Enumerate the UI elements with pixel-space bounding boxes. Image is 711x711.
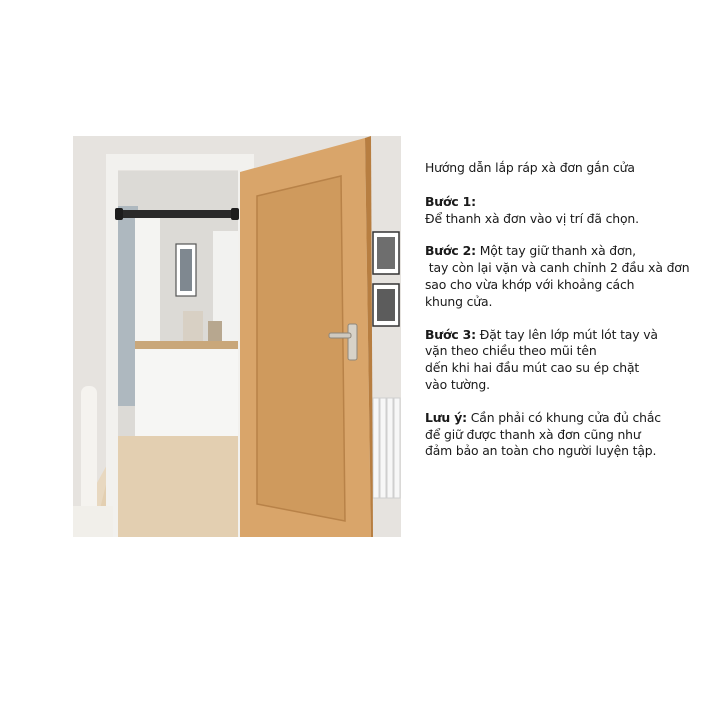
- step-1-line-1: Để thanh xà đơn vào vị trí đã chọn.: [425, 210, 639, 226]
- step-3-line-1: vặn theo chiều theo mũi tên: [425, 343, 597, 359]
- step-3: [425, 327, 705, 394]
- step-3-line-2: dến khi hai đầu mút cao su ép chặt: [425, 360, 640, 376]
- instructions-panel: [425, 160, 705, 476]
- note-line-1: để giữ được thanh xà đơn cũng như: [425, 426, 641, 442]
- step-3-line-3: vào tường.: [425, 376, 490, 392]
- step-2-label: Bước 2:: [425, 243, 476, 259]
- door-photo: [73, 136, 401, 537]
- step-2-line-3: khung cửa.: [425, 293, 493, 309]
- note-label: Lưu ý:: [425, 409, 467, 425]
- note-first-line: Cần phải có khung cửa đủ chắc: [466, 409, 661, 425]
- instructions-title: Hướng dẫn lắp ráp xà đơn gắn cửa: [425, 160, 635, 175]
- step-2: [425, 243, 705, 310]
- step-3-first-line: Đặt tay lên lớp mút lót tay và: [475, 326, 658, 342]
- note-line-2: đảm bảo an toàn cho người luyện tập.: [425, 443, 657, 459]
- step-3-label: Bước 3:: [425, 326, 476, 342]
- step-2-line-1: tay còn lại vặn và canh chỉnh 2 đầu xà đơn: [425, 260, 690, 276]
- step-1: [425, 194, 705, 228]
- step-1-label: Bước 1:: [425, 193, 476, 209]
- step-2-first-line: Một tay giữ thanh xà đơn,: [475, 243, 636, 259]
- note: [425, 410, 705, 460]
- step-2-line-2: sao cho vừa khớp với khoảng cách: [425, 276, 635, 292]
- door-with-pull-up-bar-image: [73, 136, 401, 537]
